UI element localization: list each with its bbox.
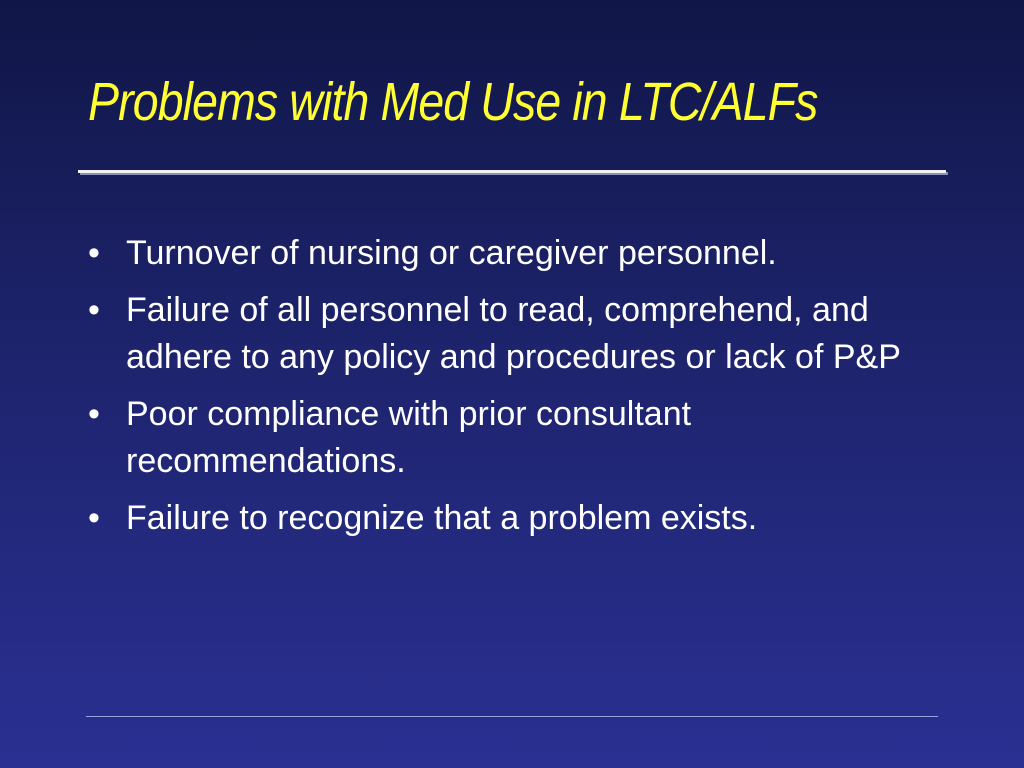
bullet-text: Turnover of nursing or caregiver personnel. bbox=[126, 234, 777, 272]
bullet-list bbox=[88, 230, 958, 552]
slide-title: Problems with Med Use in LTC/ALFs bbox=[88, 72, 818, 132]
bullet-item bbox=[88, 495, 958, 542]
bullet-marker: • bbox=[88, 395, 100, 433]
bullet-text: Failure to recognize that a problem exists. bbox=[126, 499, 758, 537]
bullet-item bbox=[88, 391, 958, 485]
bullet-item bbox=[88, 287, 958, 381]
title-divider bbox=[78, 170, 946, 173]
bullet-text: Poor compliance with prior consultant recommendations. bbox=[126, 395, 692, 480]
footer-divider bbox=[86, 716, 938, 717]
bullet-marker: • bbox=[88, 291, 100, 329]
bullet-marker: • bbox=[88, 499, 100, 537]
bullet-marker: • bbox=[88, 234, 100, 272]
bullet-text: Failure of all personnel to read, comprehend, and adhere to any policy and procedures or lack of P&P bbox=[126, 291, 901, 376]
bullet-item bbox=[88, 230, 958, 277]
